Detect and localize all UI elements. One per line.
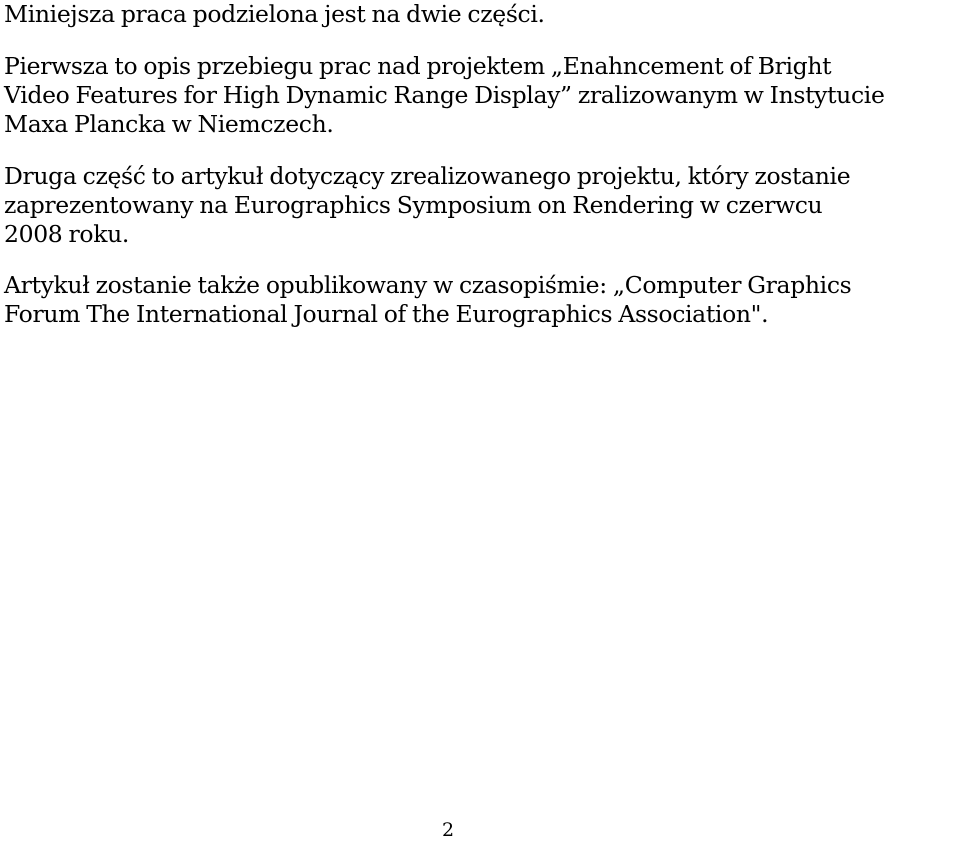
paragraph-line: Forum The International Journal of the Eurographics Association". — [4, 300, 769, 328]
paragraph-second-part — [4, 162, 956, 249]
paragraph-line: Miniejsza praca podzielona jest na dwie części. — [4, 0, 545, 28]
page-number: 2 — [441, 819, 455, 841]
paragraph-line: Druga część to artykuł dotyczący zrealizowanego projektu, który zostanie — [4, 162, 851, 190]
paragraph-intro — [4, 0, 956, 29]
paragraph-line: 2008 roku. — [4, 220, 130, 248]
paragraph-line: Maxa Plancka w Niemczech. — [4, 110, 334, 138]
paragraph-line: Artykuł zostanie także opublikowany w czasopiśmie: „Computer Graphics — [4, 271, 852, 299]
paragraph-line: Video Features for High Dynamic Range Display” zralizowanym w Instytucie — [4, 81, 885, 109]
paragraph-first-part — [4, 52, 956, 139]
paragraph-line: zaprezentowany na Eurographics Symposium on Rendering w czerwcu — [4, 191, 823, 219]
paragraph-line: Pierwsza to opis przebiegu prac nad projektem „Enahncement of Bright — [4, 52, 832, 80]
paragraph-publication — [4, 271, 956, 329]
